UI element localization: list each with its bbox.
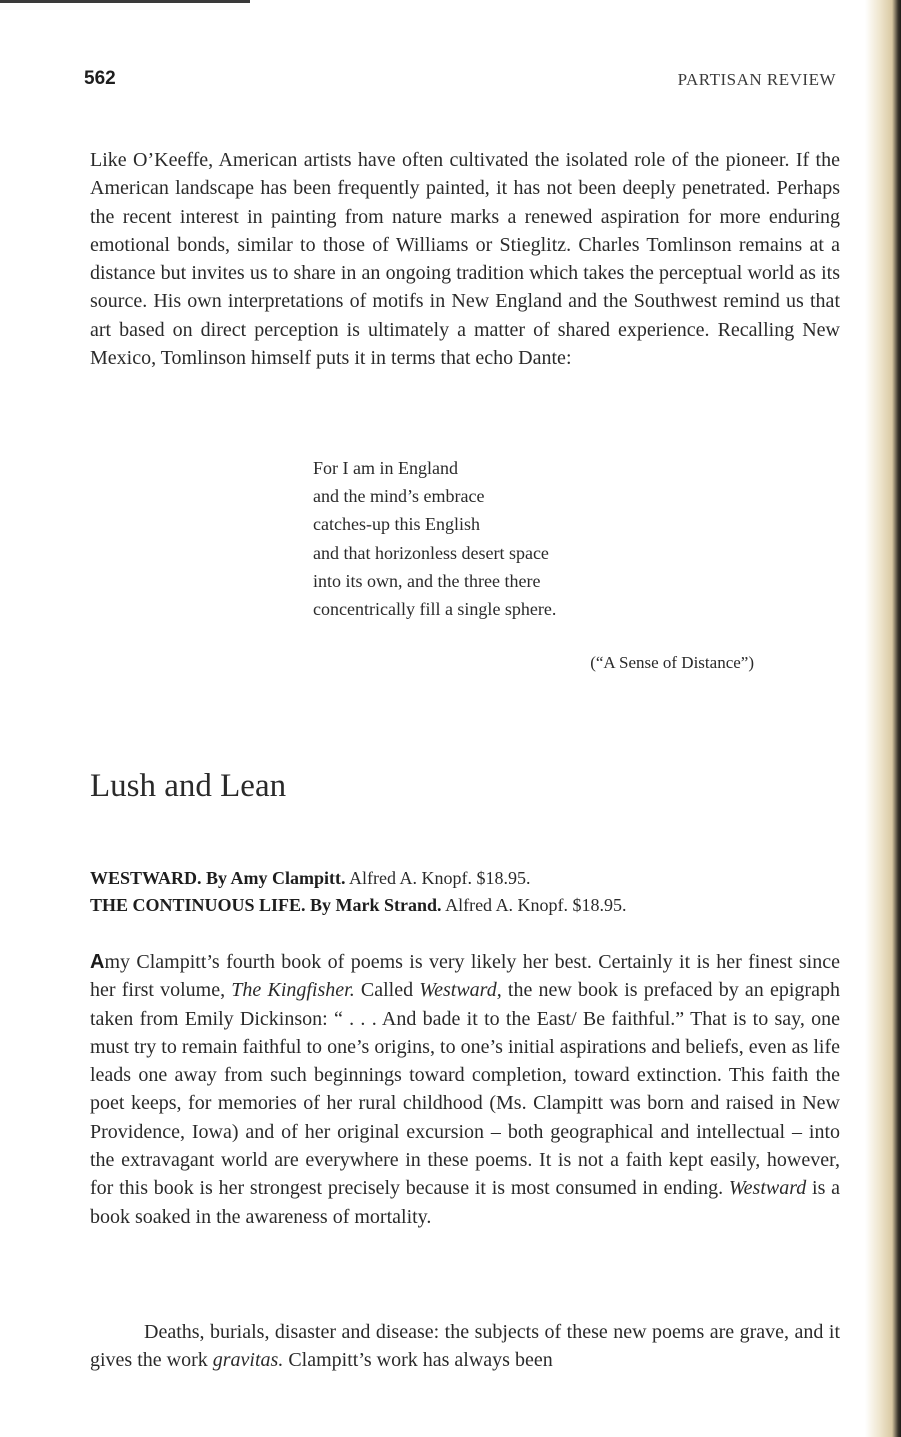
page-edge-shadow — [865, 0, 901, 1437]
poem-quote — [313, 454, 556, 623]
paragraph-3 — [90, 1318, 840, 1375]
book-title-italic: The Kingfisher. — [231, 979, 355, 1002]
poem-line-2: and the mind’s embrace — [313, 486, 485, 507]
top-rule — [0, 0, 250, 3]
paragraph-2-text: Called — [354, 979, 420, 1002]
book-title-author: THE CONTINUOUS LIFE. By Mark Strand. — [90, 895, 442, 915]
book-entry-continuous-life — [90, 895, 627, 916]
paragraph-2 — [90, 948, 840, 1231]
journal-title: PARTISAN REVIEW — [677, 70, 836, 89]
poem-line-4: and that horizonless desert space — [313, 542, 549, 563]
paragraph-3-text: Clampitt’s work has always been — [283, 1349, 553, 1372]
book-title-italic: Westward, — [419, 979, 502, 1002]
page-number: 562 — [84, 68, 116, 89]
book-publisher: Alfred A. Knopf. $18.95. — [445, 895, 627, 915]
italic-word: gravitas. — [212, 1349, 284, 1372]
poem-line-1: For I am in England — [313, 458, 458, 478]
paragraph-3-text: Deaths, burials, disaster and disease: the subjects of these new poems are grave, and it gives the work — [90, 1321, 840, 1372]
running-head — [84, 68, 836, 96]
paragraph-2-text: the new book is prefaced by an epigraph taken from Emily Dickinson: “ . . . And bade it to the East/ Be faithful.” That is to say, one must try to remain faithful to one’s origins, to one’s initial aspirations and beliefs, even as life leads one away from such beginnings toward completion, toward extinction. This faith the poet keeps, for memories of her rural childhood (Ms. Clampitt was born and raised in New Providence, Iowa) and of her original excursion – both geographical and intellectual – into the extravagant world are everywhere in these poems. It is not a faith kept easily, however, for this book is her strongest precisely because it is most consumed in ending. — [90, 979, 840, 1200]
book-entry-westward — [90, 868, 531, 889]
drop-letter: A — [90, 951, 105, 973]
poem-source: (“A Sense of Distance”) — [590, 653, 754, 672]
poem-line-3: catches-up this English — [313, 514, 480, 535]
paragraph-2-text: is a book soaked in the awareness of mortality. — [90, 1177, 840, 1228]
paragraph-1: Like O’Keeffe, American artists have often cultivated the isolated role of the pioneer. If the American landscape has been frequently painted, it has not been deeply penetrated. Perhaps the recent interest in painting from nature marks a renewed aspiration for more enduring emotional bonds, similar to those of Williams or Stieglitz. Charles Tomlinson remains at a distance but invites us to share in an ongoing tradition which takes the perceptual world as its source. His own interpretations of motifs in New England and the Southwest remind us that art based on direct perception is ultimately a matter of shared experience. Recalling New Mexico, Tomlinson himself puts it in terms that echo Dante: — [90, 149, 840, 370]
section-title: Lush and Lean — [90, 768, 287, 804]
poem-line-6: concentrically fill a single sphere. — [313, 599, 557, 620]
book-title-italic: Westward — [728, 1177, 807, 1200]
book-publisher: Alfred A. Knopf. $18.95. — [349, 868, 531, 888]
book-title-author: WESTWARD. By Amy Clampitt. — [90, 868, 346, 888]
poem-line-5: into its own, and the three there — [313, 570, 541, 591]
paragraph-2-text: my Clampitt’s fourth book of poems is very likely her best. Certainly it is her finest since her first volume, — [90, 951, 840, 1002]
